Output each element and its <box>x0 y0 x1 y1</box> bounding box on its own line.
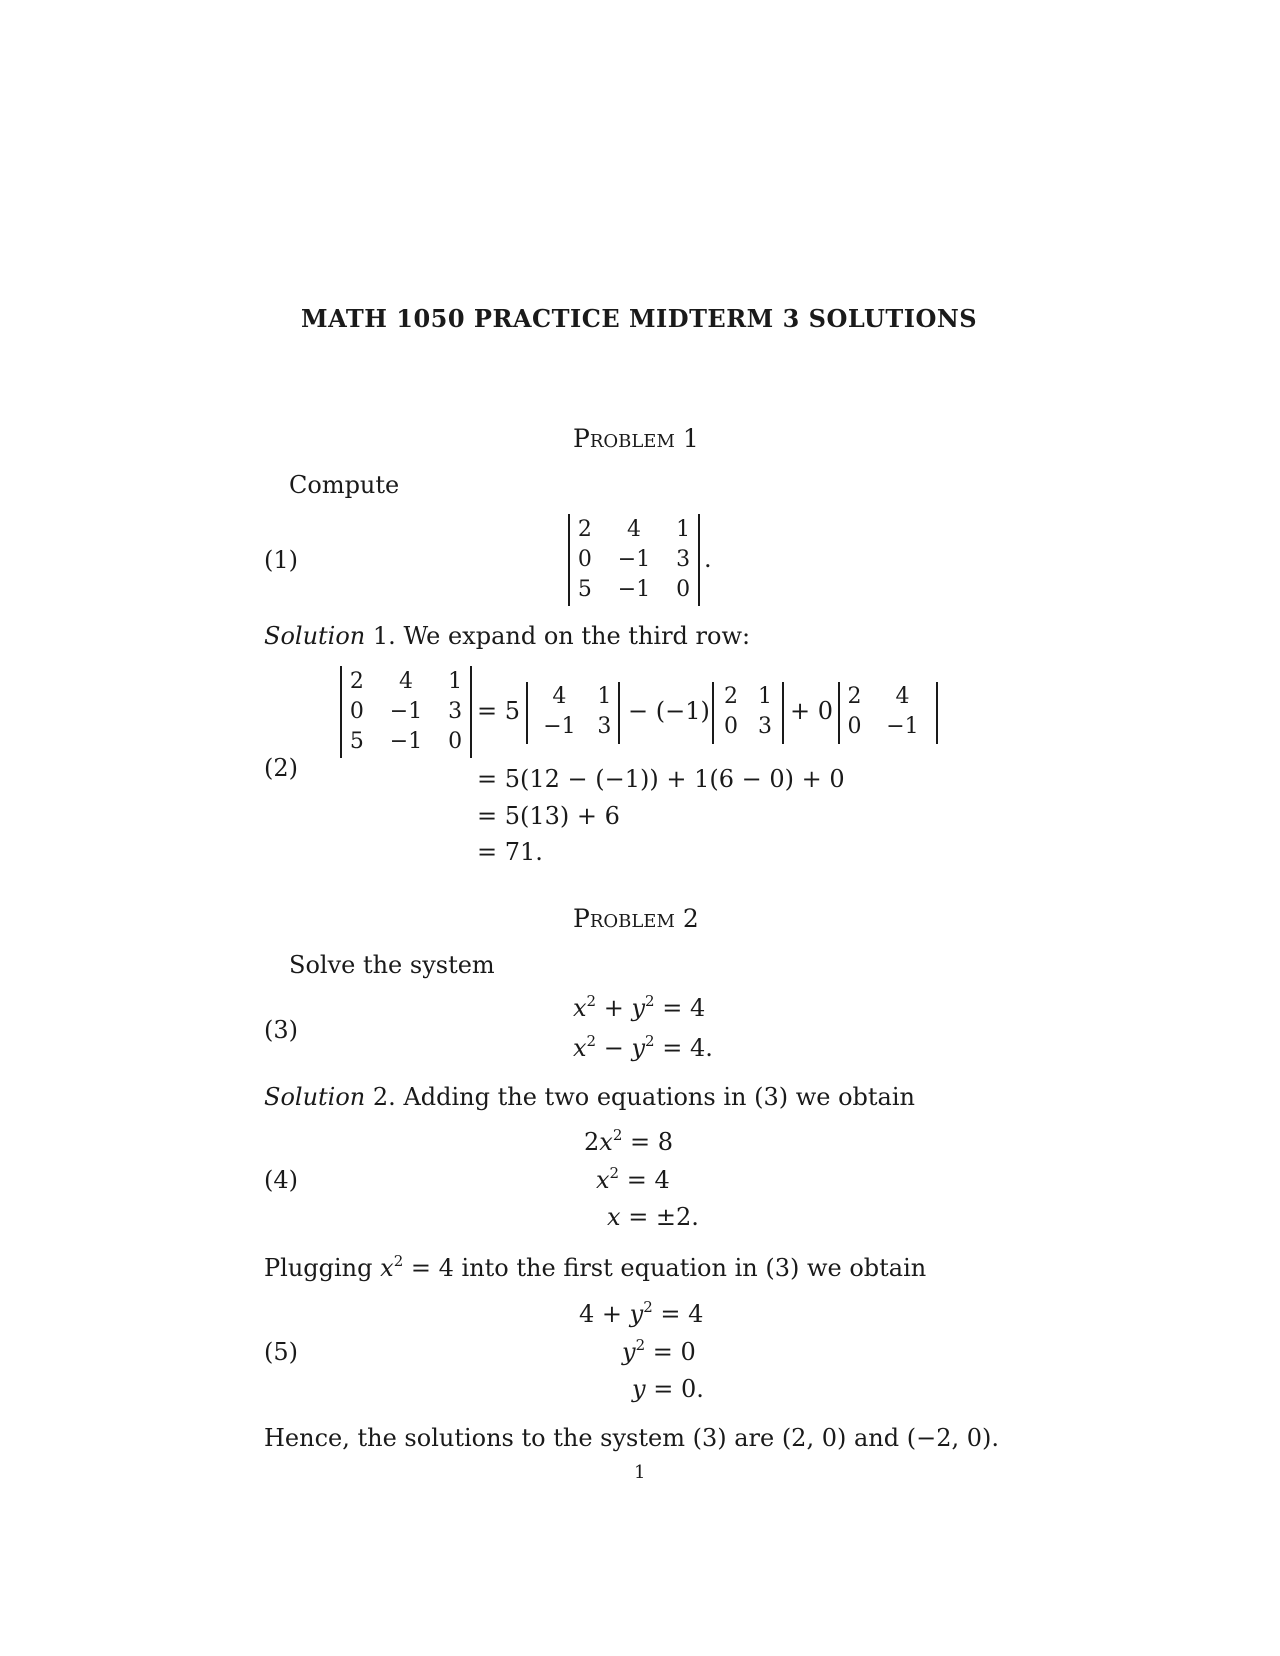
matrix-cell: −1 <box>886 714 919 739</box>
minor-3 <box>838 682 938 744</box>
solution-1-line <box>264 622 750 650</box>
matrix-cell: 4 <box>895 684 910 709</box>
coefficient-3: + 0 <box>790 697 834 725</box>
equation-5-line-2-rhs: = 0 <box>652 1338 696 1366</box>
matrix-cell: 3 <box>758 714 772 739</box>
matrix-cell: 0 <box>847 714 862 739</box>
matrix-cell: 5 <box>577 577 592 602</box>
equation-number-3: (3) <box>264 1016 298 1044</box>
matrix-cell: 0 <box>349 699 364 724</box>
solution-label: Solution <box>264 1083 366 1111</box>
matrix-cell: 1 <box>597 684 612 709</box>
matrix-cell: 5 <box>349 729 364 754</box>
solution-number: 2. <box>372 1083 396 1111</box>
matrix-cell: −1 <box>389 699 423 724</box>
matrix-cell: 0 <box>577 547 592 572</box>
plugging-line: Plugging $x^2 = 4$ into the first equation in (3) we obtain <box>264 1252 927 1282</box>
matrix-cell: −1 <box>617 577 651 602</box>
matrix-cell: 2 <box>724 684 738 709</box>
system-equation-1: $x^2 + y^2 = 4$ <box>573 992 706 1022</box>
problem-1-prompt: Compute <box>289 471 400 499</box>
equation-1-period: . <box>704 545 712 573</box>
solution-text: We expand on the third row: <box>403 622 751 650</box>
problem-2-heading: Problem 2 <box>573 904 699 933</box>
problem-1-heading: Problem 1 <box>573 424 699 453</box>
solution-text: Adding the two equations in (3) we obtain <box>403 1083 915 1111</box>
equation-number-4: (4) <box>264 1166 298 1194</box>
matrix-cell: 2 <box>349 669 364 694</box>
matrix-cell: 1 <box>448 669 463 694</box>
solution-2-line <box>264 1083 915 1111</box>
determinant-3x3-eq2 <box>340 666 472 758</box>
equation-4-line-2: $x^2 = 4$ <box>596 1164 670 1194</box>
equation-5-line-3: y = 0. <box>632 1375 704 1403</box>
plugging-text-after: = 4 into the first equation in (3) we obtain <box>410 1254 927 1282</box>
determinant-3x3-eq1 <box>568 514 700 606</box>
page-number: 1 <box>634 1462 646 1483</box>
equation-4-line-3-rhs: = ±2. <box>628 1203 699 1231</box>
matrix-cell: 1 <box>758 684 772 709</box>
solution-number: 1. <box>372 622 396 650</box>
matrix-cell: 4 <box>626 517 641 542</box>
problem-2-prompt: Solve the system <box>289 951 495 979</box>
conclusion-text: Hence, the solutions to the system (3) are (2, 0) and (−2, 0). <box>264 1424 999 1452</box>
matrix-cell: 2 <box>577 517 592 542</box>
computation-step-1: = 5(12 − (−1)) + 1(6 − 0) + 0 <box>477 765 845 793</box>
matrix-cell: 3 <box>448 699 463 724</box>
coefficient-2: − (−1) <box>628 697 710 725</box>
matrix-cell: 3 <box>676 547 691 572</box>
matrix-cell: 0 <box>448 729 463 754</box>
equation-number-2: (2) <box>264 754 298 782</box>
page-title: MATH 1050 PRACTICE MIDTERM 3 SOLUTIONS <box>301 304 978 333</box>
matrix-cell: −1 <box>617 547 651 572</box>
minor-2 <box>712 682 784 744</box>
plugging-text-before: Plugging <box>264 1254 373 1282</box>
system-equation-2-rhs: = 4. <box>662 1034 713 1062</box>
matrix-cell: 1 <box>676 517 691 542</box>
matrix-cell: 0 <box>676 577 691 602</box>
solution-label: Solution <box>264 622 366 650</box>
computation-step-2: = 5(13) + 6 <box>477 802 620 830</box>
matrix-cell: 0 <box>724 714 738 739</box>
equation-4-line-1: $2x^2 = 8$ <box>584 1126 674 1156</box>
matrix-cell: 3 <box>597 714 612 739</box>
equation-5-line-3-rhs: = 0. <box>653 1375 704 1403</box>
equation-4-line-3: x = ±2. <box>607 1203 699 1231</box>
equation-5-line-1: $4 + y^2 = 4$ <box>579 1298 704 1328</box>
equation-5-line-1-rhs: = 4 <box>660 1300 704 1328</box>
equation-4-line-1-rhs: = 8 <box>630 1128 674 1156</box>
minor-1 <box>526 682 620 744</box>
coefficient-1: = 5 <box>477 697 521 725</box>
equation-number-5: (5) <box>264 1338 298 1366</box>
equation-4-line-2-rhs: = 4 <box>626 1166 670 1194</box>
matrix-cell: −1 <box>543 714 576 739</box>
matrix-cell: −1 <box>389 729 423 754</box>
system-equation-1-rhs: = 4 <box>662 994 706 1022</box>
matrix-cell: 2 <box>847 684 862 709</box>
equation-5-line-2: $y^2 = 0$ <box>622 1336 696 1366</box>
equation-number-1: (1) <box>264 546 298 574</box>
system-equation-2: $x^2 - y^2 = 4$. <box>573 1032 713 1062</box>
matrix-cell: 4 <box>552 684 567 709</box>
computation-step-3: = 71. <box>477 838 543 866</box>
matrix-cell: 4 <box>398 669 413 694</box>
